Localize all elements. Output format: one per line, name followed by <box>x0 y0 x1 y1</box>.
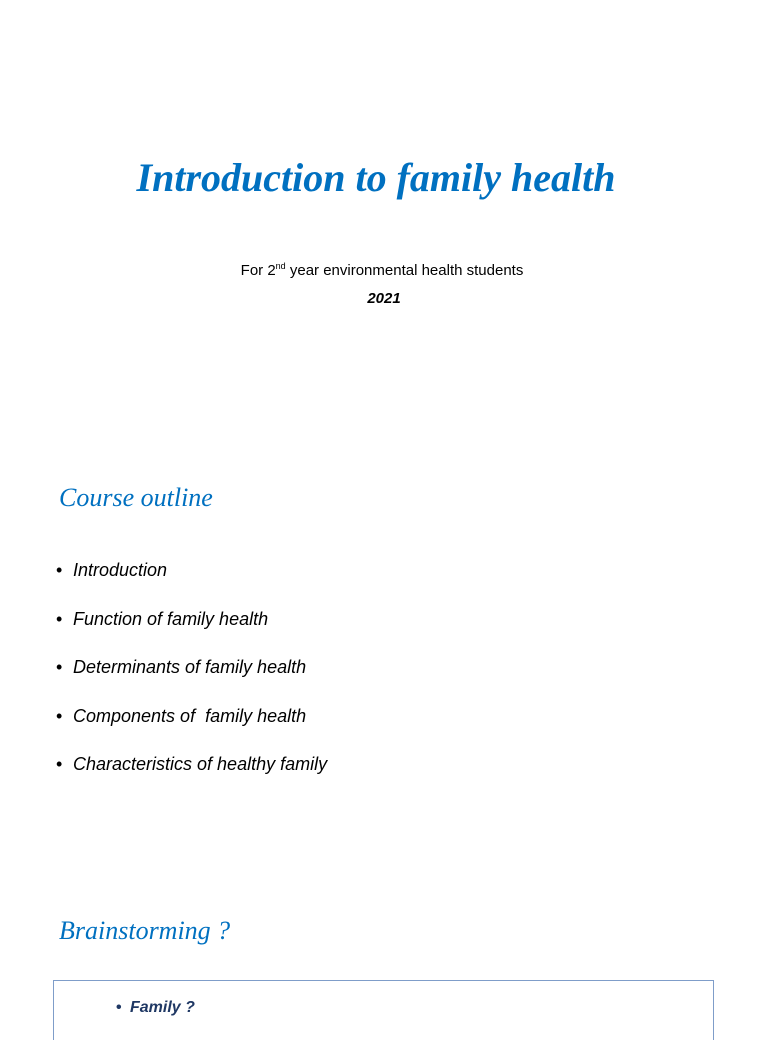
course-outline-list <box>56 555 327 798</box>
bullet-icon: • <box>56 657 63 677</box>
course-outline-heading: Course outline <box>59 483 213 512</box>
bullet-icon: • <box>56 608 63 629</box>
subtitle <box>0 261 764 281</box>
brainstorming-box <box>53 980 714 1040</box>
bullet-icon: • <box>56 560 63 580</box>
year-label: 2021 <box>367 290 401 307</box>
list-item-label: Introduction <box>73 560 168 580</box>
list-item-label: Characteristics of healthy family <box>73 754 328 774</box>
brainstorming-item-label: Family ? <box>130 999 195 1016</box>
bullet-icon: • <box>56 705 63 726</box>
subtitle-suffix: year environmental health students <box>285 262 524 279</box>
list-item <box>56 701 327 750</box>
slide-title: Introduction to family health <box>136 155 616 200</box>
brainstorming-heading: Brainstorming ? <box>59 916 231 945</box>
list-item-label: Components of family health <box>73 705 307 726</box>
bullet-icon: • <box>116 999 122 1016</box>
bullet-icon: • <box>56 754 63 774</box>
list-item-label: Function of family health <box>73 608 269 629</box>
list-item <box>56 555 327 604</box>
list-item <box>56 652 327 701</box>
brainstorming-item <box>116 996 195 1020</box>
subtitle-superscript: nd <box>275 261 286 271</box>
list-item <box>56 604 327 653</box>
list-item <box>56 749 327 798</box>
list-item-label: Determinants of family health <box>73 657 307 677</box>
subtitle-prefix: For 2 <box>240 262 276 279</box>
